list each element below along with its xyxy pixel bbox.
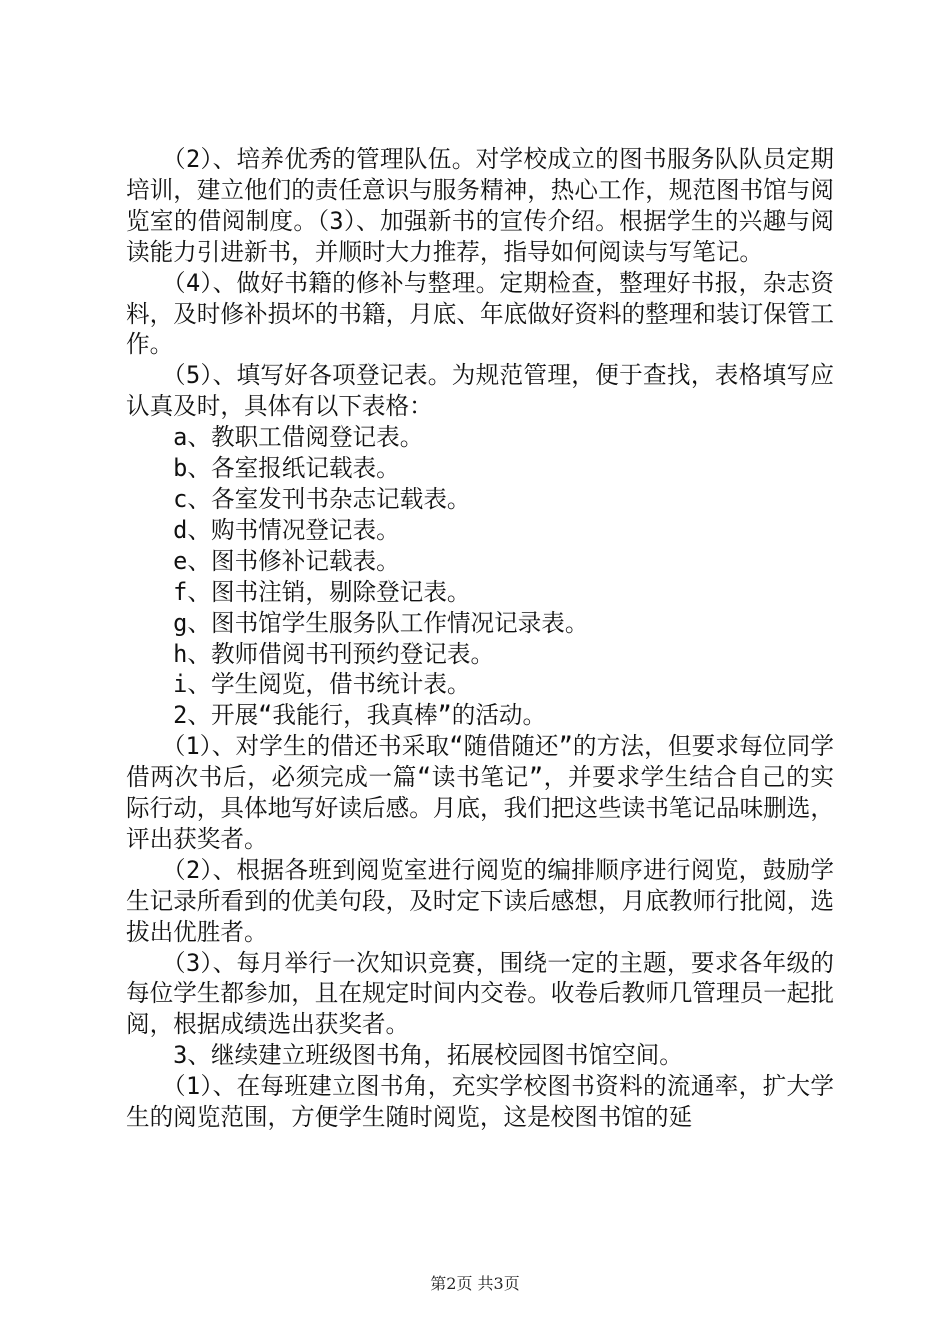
list-item: g、图书馆学生服务队工作情况记录表。 xyxy=(126,608,589,637)
section-heading: 2、开展“我能行，我真棒”的活动。 xyxy=(126,701,547,730)
list-item: a、教职工借阅登记表。 xyxy=(126,423,424,452)
list-item: i、学生阅览，借书统计表。 xyxy=(126,670,471,699)
body-text xyxy=(126,144,834,1133)
paragraph: （5）、填写好各项登记表。为规范管理，便于查找，表格填写应认真及时，具体有以下表格： xyxy=(126,361,834,421)
list-item: d、购书情况登记表。 xyxy=(126,515,400,544)
list-item: c、各室发刊书杂志记载表。 xyxy=(126,484,471,513)
list-item: f、图书注销，剔除登记表。 xyxy=(126,577,471,606)
paragraph: （2）、根据各班到阅览室进行阅览的编排顺序进行阅览，鼓励学生记录所看到的优美句段，及时定下读后感想，月底教师行批阅，选拔出优胜者。 xyxy=(126,855,834,946)
list-item: b、各室报纸记载表。 xyxy=(126,454,400,483)
paragraph: （3）、每月举行一次知识竞赛，围绕一定的主题，要求各年级的每位学生都参加，且在规定时间内交卷。收卷后教师几管理员一起批阅，根据成绩选出获奖者。 xyxy=(126,948,834,1039)
paragraph: （1）、在每班建立图书角，充实学校图书资料的流通率，扩大学生的阅览范围，方便学生随时阅览，这是校图书馆的延 xyxy=(126,1072,834,1132)
paragraph: （4）、做好书籍的修补与整理。定期检查，整理好书报，杂志资料，及时修补损坏的书籍，月底、年底做好资料的整理和装订保管工作。 xyxy=(126,268,834,359)
list-item: h、教师借阅书刊预约登记表。 xyxy=(126,639,495,668)
list-item: e、图书修补记载表。 xyxy=(126,546,400,575)
paragraph: （2）、培养优秀的管理队伍。对学校成立的图书服务队队员定期培训，建立他们的责任意识与服务精神，热心工作，规范图书馆与阅览室的借阅制度。（3）、加强新书的宣传介绍。根据学生的兴趣与阅读能力引进新书，并顺时大力推荐，指导如何阅读与写笔记。 xyxy=(126,145,834,266)
paragraph: （1）、对学生的借还书采取“随借随还”的方法，但要求每位同学借两次书后，必须完成一篇“读书笔记”，并要求学生结合自己的实际行动，具体地写好读后感。月底，我们把这些读书笔记品味删选，评出获奖者。 xyxy=(126,732,834,853)
section-heading: 3、继续建立班级图书角，拓展校园图书馆空间。 xyxy=(126,1041,683,1070)
page-footer: 第2页 共3页 xyxy=(430,1274,520,1293)
